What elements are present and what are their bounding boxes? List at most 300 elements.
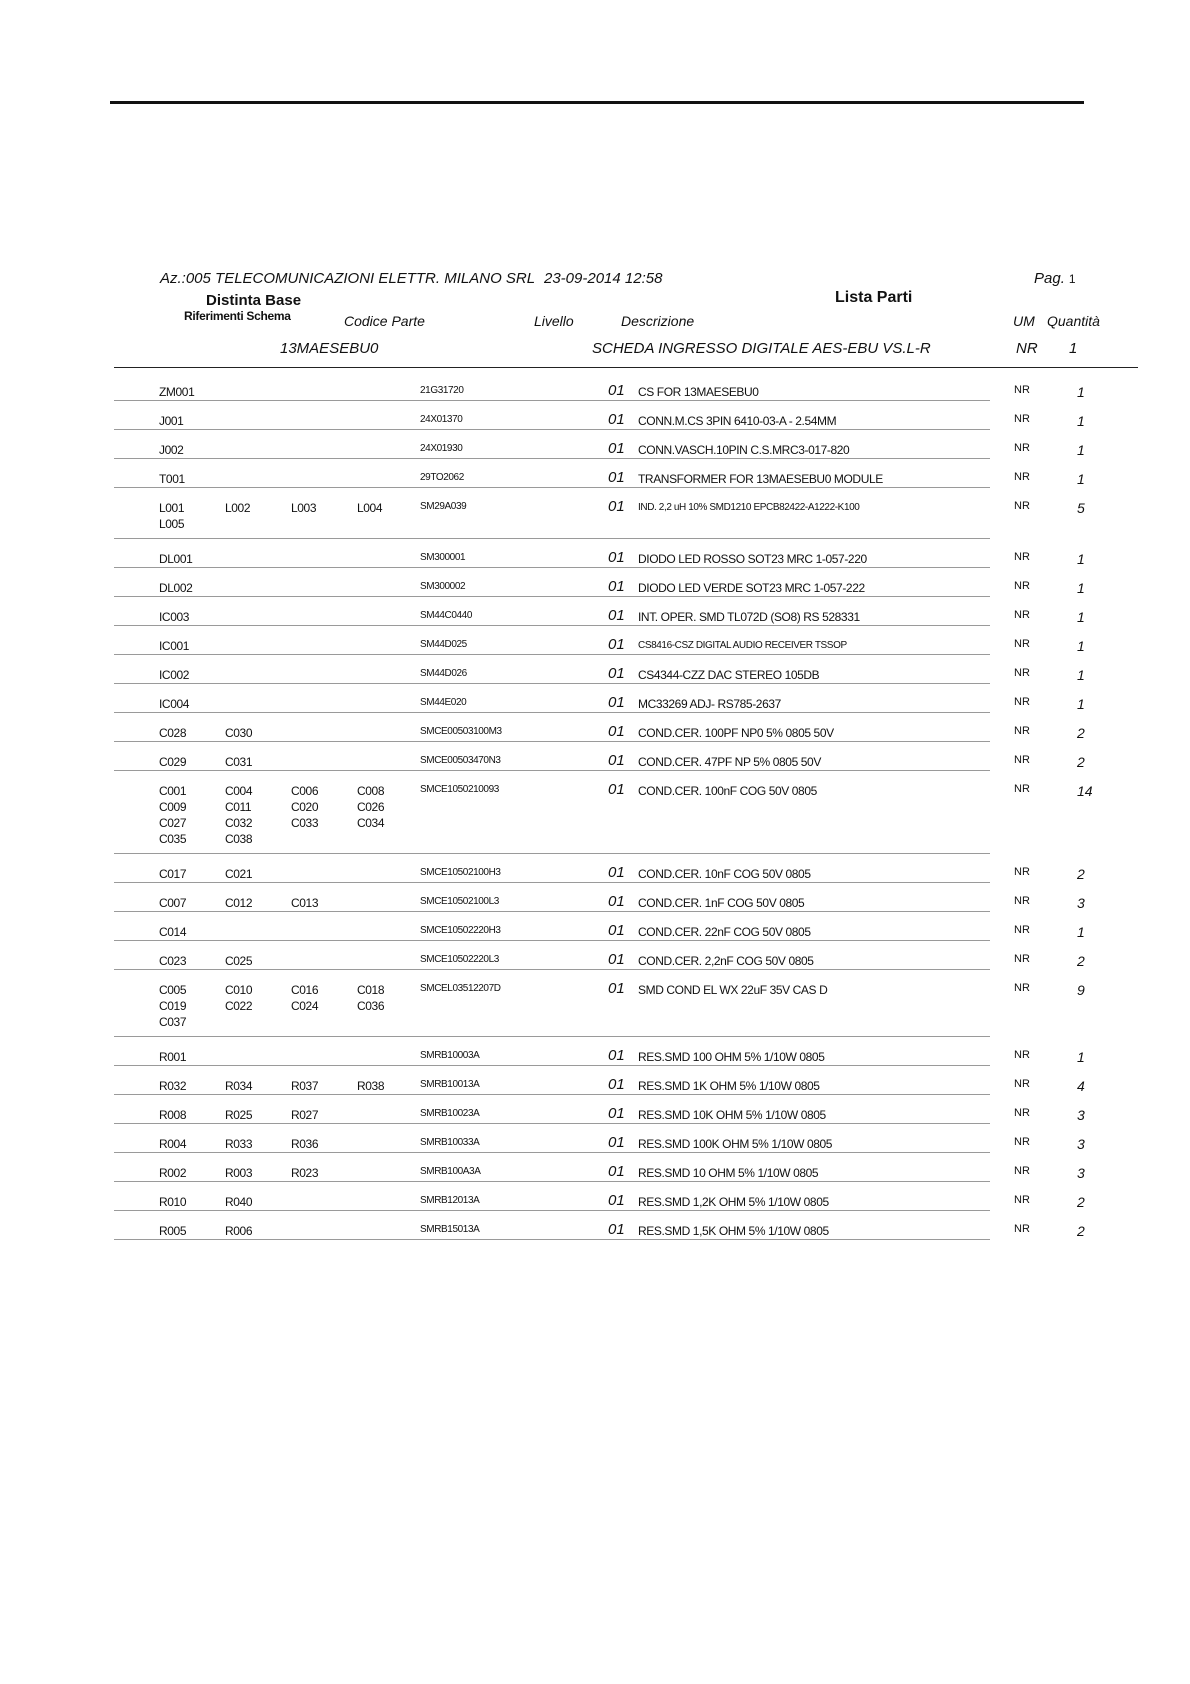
schema-references — [159, 982, 423, 1030]
part-um: NR — [1014, 1223, 1030, 1235]
part-code: SMRB10003A — [420, 1050, 480, 1061]
part-code: 29TO2062 — [420, 472, 464, 483]
schema-references — [159, 471, 225, 487]
part-level: 01 — [608, 607, 625, 624]
report-title: Distinta Base — [206, 292, 302, 309]
schema-references — [159, 384, 225, 400]
part-description: RES.SMD 1K OHM 5% 1/10W 0805 — [638, 1079, 820, 1093]
reference-line — [159, 413, 225, 429]
part-level: 01 — [608, 665, 625, 682]
part-description: DIODO LED ROSSO SOT23 MRC 1-057-220 — [638, 552, 867, 566]
reference-designator: L002 — [225, 501, 251, 515]
schema-references — [159, 696, 225, 712]
reference-designator: C026 — [357, 800, 385, 814]
part-description: RES.SMD 1,5K OHM 5% 1/10W 0805 — [638, 1224, 829, 1238]
part-description: RES.SMD 10K OHM 5% 1/10W 0805 — [638, 1108, 826, 1122]
table-row — [114, 597, 1085, 626]
reference-designator: C011 — [225, 800, 252, 814]
part-um: NR — [1014, 413, 1030, 425]
reference-designator: R006 — [225, 1224, 253, 1238]
part-quantity: 4 — [1077, 1078, 1085, 1094]
table-row — [114, 1066, 1085, 1095]
part-um: NR — [1014, 982, 1030, 994]
reference-designator: IC003 — [159, 610, 190, 624]
reference-designator: R010 — [159, 1195, 187, 1209]
part-quantity: 1 — [1077, 667, 1085, 683]
part-code: SMCE10502100H3 — [420, 867, 501, 878]
part-quantity: 1 — [1077, 442, 1085, 458]
part-um: NR — [1014, 609, 1030, 621]
reference-line — [159, 1194, 291, 1210]
part-level: 01 — [608, 781, 625, 798]
part-level: 01 — [608, 411, 625, 428]
part-quantity: 1 — [1077, 1049, 1085, 1065]
part-um: NR — [1014, 1136, 1030, 1148]
table-row — [114, 1037, 1085, 1066]
part-code: SMRB15013A — [420, 1224, 480, 1235]
part-level: 01 — [608, 893, 625, 910]
part-level: 01 — [608, 636, 625, 653]
reference-designator: C024 — [291, 999, 319, 1013]
schema-references — [159, 1049, 225, 1065]
part-code: SM44E020 — [420, 697, 467, 708]
reference-line — [159, 783, 423, 799]
reference-line — [159, 1014, 423, 1030]
part-level: 01 — [608, 1192, 625, 1209]
part-description: COND.CER. 10nF COG 50V 0805 — [638, 867, 811, 881]
root-part-description: SCHEDA INGRESSO DIGITALE AES-EBU VS.L-R — [592, 340, 931, 357]
reference-line — [159, 580, 225, 596]
reference-line — [159, 895, 357, 911]
part-um: NR — [1014, 725, 1030, 737]
reference-line — [159, 1078, 423, 1094]
reference-line — [159, 667, 225, 683]
part-um: NR — [1014, 580, 1030, 592]
reference-designator: IC002 — [159, 668, 190, 682]
reference-designator: C005 — [159, 983, 187, 997]
part-code: SM44C0440 — [420, 610, 472, 621]
part-level: 01 — [608, 694, 625, 711]
part-quantity: 1 — [1077, 638, 1085, 654]
part-description: TRANSFORMER FOR 13MAESEBU0 MODULE — [638, 472, 883, 486]
table-row — [114, 854, 1085, 883]
part-quantity: 3 — [1077, 1165, 1085, 1181]
reference-designator: R003 — [225, 1166, 253, 1180]
part-um: NR — [1014, 1049, 1030, 1061]
reference-designator: R025 — [225, 1108, 253, 1122]
part-description: SMD COND EL WX 22uF 35V CAS D — [638, 983, 828, 997]
part-um: NR — [1014, 442, 1030, 454]
col-um: UM — [1013, 313, 1035, 329]
part-code: SMRB10013A — [420, 1079, 480, 1090]
root-part-code: 13MAESEBU0 — [280, 340, 379, 357]
schema-references — [159, 1223, 291, 1239]
col-descrizione: Descrizione — [621, 313, 695, 329]
part-level: 01 — [608, 1047, 625, 1064]
reference-line — [159, 516, 423, 532]
table-row — [114, 1182, 1085, 1211]
reference-designator: C028 — [159, 726, 187, 740]
reference-designator: IC001 — [159, 639, 190, 653]
part-quantity: 1 — [1077, 924, 1085, 940]
part-quantity: 2 — [1077, 754, 1085, 770]
reference-line — [159, 551, 225, 567]
reference-designator: R033 — [225, 1137, 253, 1151]
reference-designator: DL002 — [159, 581, 193, 595]
part-level: 01 — [608, 980, 625, 997]
report-subtitle: Lista Parti — [835, 289, 913, 306]
reference-designator: C027 — [159, 816, 187, 830]
schema-references — [159, 1136, 357, 1152]
reference-designator: C022 — [225, 999, 253, 1013]
table-row — [114, 684, 1085, 713]
part-level: 01 — [608, 723, 625, 740]
reference-line — [159, 442, 225, 458]
part-code: SMCEL03512207D — [420, 983, 501, 994]
col-quantita: Quantità — [1047, 313, 1100, 329]
part-code: SMCE00503100M3 — [420, 726, 502, 737]
part-level: 01 — [608, 1076, 625, 1093]
reference-line — [159, 1223, 291, 1239]
reference-designator: R037 — [291, 1079, 319, 1093]
schema-references — [159, 413, 225, 429]
schema-references — [159, 725, 291, 741]
part-code: SMCE1050210093 — [420, 784, 499, 795]
part-quantity: 1 — [1077, 384, 1085, 400]
reference-designator: C017 — [159, 867, 187, 881]
part-code: 24X01370 — [420, 414, 463, 425]
page-number: 1 — [1068, 272, 1076, 286]
reference-line — [159, 609, 225, 625]
schema-references — [159, 500, 423, 532]
part-code: SM29A039 — [420, 501, 467, 512]
reference-designator: R038 — [357, 1079, 385, 1093]
part-quantity: 1 — [1077, 551, 1085, 567]
reference-line — [159, 815, 423, 831]
reference-line — [159, 1165, 357, 1181]
part-um: NR — [1014, 667, 1030, 679]
reference-designator: C038 — [225, 832, 253, 846]
reference-designator: C036 — [357, 999, 385, 1013]
top-rule — [110, 101, 1084, 104]
schema-references — [159, 895, 357, 911]
schema-references — [159, 953, 291, 969]
reference-designator: R036 — [291, 1137, 319, 1151]
col-riferimenti: Riferimenti Schema — [184, 309, 291, 323]
table-row — [114, 713, 1085, 742]
part-quantity: 3 — [1077, 1107, 1085, 1123]
table-row — [114, 655, 1085, 684]
schema-references — [159, 551, 225, 567]
part-quantity: 1 — [1077, 580, 1085, 596]
reference-designator: C016 — [291, 983, 319, 997]
part-description: RES.SMD 100 OHM 5% 1/10W 0805 — [638, 1050, 825, 1064]
part-quantity: 2 — [1077, 1194, 1085, 1210]
part-um: NR — [1014, 1165, 1030, 1177]
table-row — [114, 742, 1085, 771]
reference-designator: R001 — [159, 1050, 187, 1064]
reference-designator: C035 — [159, 832, 187, 846]
part-description: RES.SMD 10 OHM 5% 1/10W 0805 — [638, 1166, 819, 1180]
part-code: SM44D026 — [420, 668, 467, 679]
header-rule — [114, 367, 1138, 368]
reference-designator: C019 — [159, 999, 187, 1013]
reference-designator: C018 — [357, 983, 385, 997]
table-row — [114, 1095, 1085, 1124]
reference-designator: C004 — [225, 784, 253, 798]
reference-designator: J002 — [159, 443, 184, 457]
reference-designator: ZM001 — [159, 385, 195, 399]
reference-line — [159, 799, 423, 815]
part-description: COND.CER. 22nF COG 50V 0805 — [638, 925, 811, 939]
part-description: CS4344-CZZ DAC STEREO 105DB — [638, 668, 820, 682]
reference-line — [159, 1107, 357, 1123]
reference-designator: DL001 — [159, 552, 193, 566]
table-row — [114, 568, 1085, 597]
part-description: CONN.M.CS 3PIN 6410-03-A - 2.54MM — [638, 414, 837, 428]
part-description: DIODO LED VERDE SOT23 MRC 1-057-222 — [638, 581, 865, 595]
part-description: INT. OPER. SMD TL072D (SO8) RS 528331 — [638, 610, 860, 624]
reference-line — [159, 638, 225, 654]
reference-line — [159, 1136, 357, 1152]
part-level: 01 — [608, 469, 625, 486]
part-level: 01 — [608, 440, 625, 457]
part-um: NR — [1014, 551, 1030, 563]
parts-list — [0, 372, 1190, 1240]
reference-designator: R032 — [159, 1079, 187, 1093]
reference-designator: R004 — [159, 1137, 187, 1151]
part-level: 01 — [608, 951, 625, 968]
part-code: SMRB10033A — [420, 1137, 480, 1148]
reference-designator: C031 — [225, 755, 253, 769]
part-um: NR — [1014, 754, 1030, 766]
part-level: 01 — [608, 1105, 625, 1122]
part-um: NR — [1014, 953, 1030, 965]
table-row — [114, 372, 1085, 401]
part-level: 01 — [608, 864, 625, 881]
table-row — [114, 771, 1093, 854]
part-level: 01 — [608, 382, 625, 399]
reference-designator: L005 — [159, 517, 185, 531]
schema-references — [159, 924, 225, 940]
part-code: SMCE00503470N3 — [420, 755, 501, 766]
reference-line — [159, 384, 225, 400]
part-code: SMRB12013A — [420, 1195, 480, 1206]
part-um: NR — [1014, 638, 1030, 650]
reference-designator: L001 — [159, 501, 185, 515]
part-description: COND.CER. 2,2nF COG 50V 0805 — [638, 954, 814, 968]
reference-designator: R005 — [159, 1224, 187, 1238]
table-row — [114, 970, 1085, 1037]
table-row — [114, 912, 1085, 941]
part-level: 01 — [608, 922, 625, 939]
part-um: NR — [1014, 924, 1030, 936]
reference-designator: C032 — [225, 816, 253, 830]
part-um: NR — [1014, 1078, 1030, 1090]
part-quantity: 2 — [1077, 725, 1085, 741]
part-quantity: 1 — [1077, 413, 1085, 429]
table-row — [114, 941, 1085, 970]
schema-references — [159, 442, 225, 458]
schema-references — [159, 1107, 357, 1123]
root-part-um: NR — [1016, 340, 1038, 357]
table-row — [114, 1124, 1085, 1153]
part-description: RES.SMD 1,2K OHM 5% 1/10W 0805 — [638, 1195, 829, 1209]
reference-line — [159, 982, 423, 998]
table-row — [114, 430, 1085, 459]
part-code: SMCE10502100L3 — [420, 896, 499, 907]
part-um: NR — [1014, 384, 1030, 396]
table-row — [114, 459, 1085, 488]
part-code: 24X01930 — [420, 443, 463, 454]
schema-references — [159, 580, 225, 596]
part-level: 01 — [608, 498, 625, 515]
reference-line — [159, 500, 423, 516]
schema-references — [159, 609, 225, 625]
part-code: SM300002 — [420, 581, 466, 592]
part-um: NR — [1014, 783, 1030, 795]
part-level: 01 — [608, 1221, 625, 1238]
part-um: NR — [1014, 1194, 1030, 1206]
part-code: 21G31720 — [420, 385, 464, 396]
part-level: 01 — [608, 752, 625, 769]
part-quantity: 14 — [1077, 783, 1093, 799]
part-quantity: 3 — [1077, 895, 1085, 911]
schema-references — [159, 783, 423, 847]
part-level: 01 — [608, 1134, 625, 1151]
part-description: CONN.VASCH.10PIN C.S.MRC3-017-820 — [638, 443, 850, 457]
part-description: MC33269 ADJ- RS785-2637 — [638, 697, 781, 711]
part-description: COND.CER. 100PF NP0 5% 0805 50V — [638, 726, 834, 740]
root-part-quantity: 1 — [1069, 340, 1078, 357]
table-row — [114, 401, 1085, 430]
reference-designator: C034 — [357, 816, 385, 830]
part-um: NR — [1014, 895, 1030, 907]
reference-designator: C023 — [159, 954, 187, 968]
schema-references — [159, 1165, 357, 1181]
table-row — [114, 488, 1085, 539]
schema-references — [159, 754, 291, 770]
reference-designator: C029 — [159, 755, 187, 769]
col-codice-parte: Codice Parte — [344, 313, 425, 329]
col-livello: Livello — [534, 313, 574, 329]
table-row — [114, 626, 1085, 655]
reference-line — [159, 696, 225, 712]
reference-designator: R023 — [291, 1166, 319, 1180]
reference-designator: R008 — [159, 1108, 187, 1122]
part-quantity: 1 — [1077, 609, 1085, 625]
reference-designator: C013 — [291, 896, 319, 910]
reference-designator: C021 — [225, 867, 253, 881]
part-um: NR — [1014, 1107, 1030, 1119]
reference-designator: R027 — [291, 1108, 319, 1122]
reference-designator: C033 — [291, 816, 319, 830]
part-quantity: 5 — [1077, 500, 1085, 516]
reference-designator: R034 — [225, 1079, 253, 1093]
reference-designator: L003 — [291, 501, 317, 515]
schema-references — [159, 638, 225, 654]
part-level: 01 — [608, 1163, 625, 1180]
part-description: COND.CER. 100nF COG 50V 0805 — [638, 784, 817, 798]
reference-line — [159, 754, 291, 770]
reference-line — [159, 831, 423, 847]
part-quantity: 2 — [1077, 953, 1085, 969]
part-description: IND. 2,2 uH 10% SMD1210 EPCB82422-A1222-K100 — [638, 502, 860, 513]
part-um: NR — [1014, 471, 1030, 483]
part-um: NR — [1014, 866, 1030, 878]
reference-designator: C025 — [225, 954, 253, 968]
part-um: NR — [1014, 500, 1030, 512]
part-description: RES.SMD 100K OHM 5% 1/10W 0805 — [638, 1137, 833, 1151]
reference-line — [159, 1049, 225, 1065]
part-code: SMRB10023A — [420, 1108, 480, 1119]
schema-references — [159, 1194, 291, 1210]
reference-designator: IC004 — [159, 697, 190, 711]
schema-references — [159, 1078, 423, 1094]
reference-line — [159, 998, 423, 1014]
part-quantity: 9 — [1077, 982, 1085, 998]
part-description: CS8416-CSZ DIGITAL AUDIO RECEIVER TSSOP — [638, 640, 847, 651]
reference-designator: R040 — [225, 1195, 253, 1209]
part-um: NR — [1014, 696, 1030, 708]
reference-designator: R002 — [159, 1166, 187, 1180]
part-description: CS FOR 13MAESEBU0 — [638, 385, 759, 399]
reference-line — [159, 924, 225, 940]
page-indicator — [1034, 270, 1076, 287]
part-description: COND.CER. 1nF COG 50V 0805 — [638, 896, 805, 910]
part-description: COND.CER. 47PF NP 5% 0805 50V — [638, 755, 821, 769]
table-row — [114, 539, 1085, 568]
part-quantity: 2 — [1077, 866, 1085, 882]
reference-designator: C008 — [357, 784, 385, 798]
reference-designator: T001 — [159, 472, 185, 486]
reference-designator: C014 — [159, 925, 187, 939]
table-row — [114, 1211, 1085, 1240]
reference-designator: C006 — [291, 784, 319, 798]
reference-line — [159, 866, 291, 882]
part-code: SMRB100A3A — [420, 1166, 481, 1177]
schema-references — [159, 667, 225, 683]
reference-designator: C030 — [225, 726, 253, 740]
reference-designator: C010 — [225, 983, 253, 997]
part-quantity: 1 — [1077, 696, 1085, 712]
part-quantity: 3 — [1077, 1136, 1085, 1152]
part-code: SMCE10502220L3 — [420, 954, 499, 965]
schema-references — [159, 866, 291, 882]
reference-designator: C007 — [159, 896, 187, 910]
part-level: 01 — [608, 578, 625, 595]
part-code: SM44D025 — [420, 639, 467, 650]
company-name: Az.:005 TELECOMUNICAZIONI ELETTR. MILANO SRL — [160, 270, 536, 287]
reference-designator: C009 — [159, 800, 187, 814]
reference-designator: C020 — [291, 800, 319, 814]
part-code: SMCE10502220H3 — [420, 925, 501, 936]
reference-designator: J001 — [159, 414, 184, 428]
reference-line — [159, 953, 291, 969]
reference-line — [159, 725, 291, 741]
part-quantity: 2 — [1077, 1223, 1085, 1239]
reference-designator: C012 — [225, 896, 253, 910]
reference-designator: L004 — [357, 501, 383, 515]
page-label: Pag. — [1034, 270, 1065, 287]
table-row — [114, 1153, 1085, 1182]
part-level: 01 — [608, 549, 625, 566]
part-quantity: 1 — [1077, 471, 1085, 487]
part-code: SM300001 — [420, 552, 466, 563]
reference-designator: C001 — [159, 784, 187, 798]
report-datetime: 23-09-2014 12:58 — [544, 270, 663, 287]
reference-line — [159, 471, 225, 487]
